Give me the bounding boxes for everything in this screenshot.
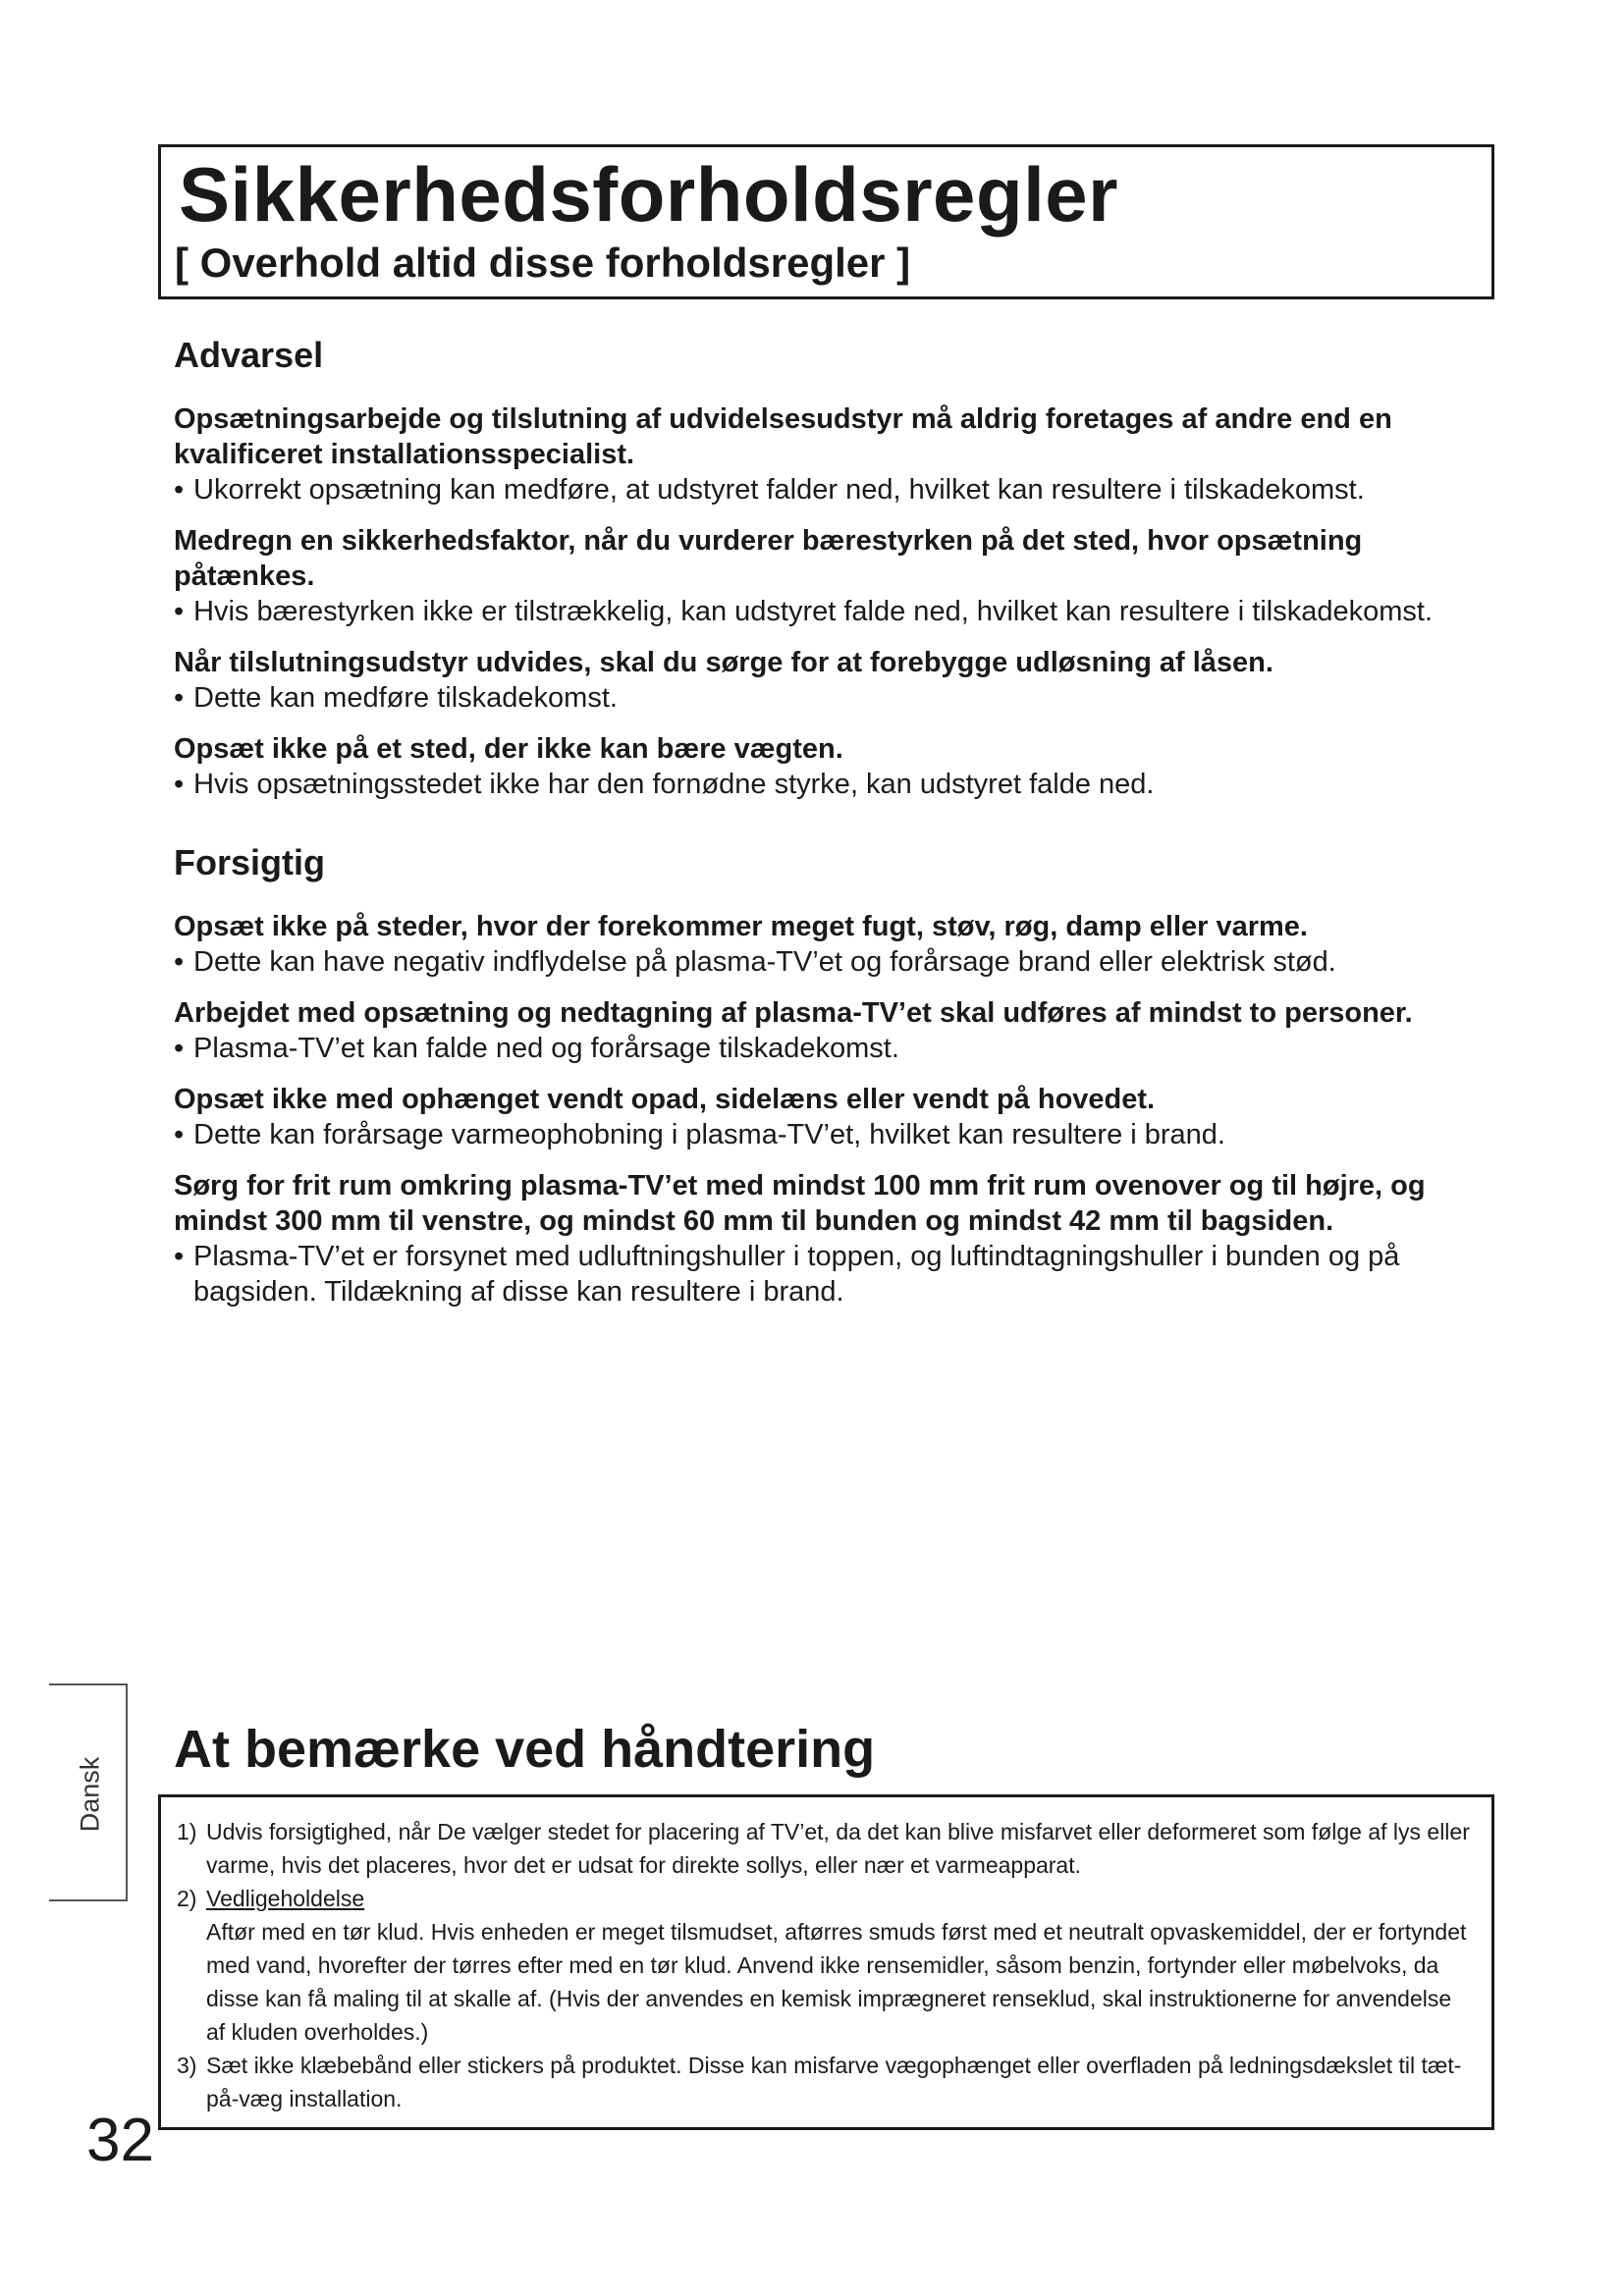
caution-item xyxy=(174,909,1489,980)
warning-item xyxy=(174,731,1489,802)
caution-item-bullet: • Dette kan have negativ indflydelse på plasma-TV’et og forårsage brand eller elektrisk stød. xyxy=(174,946,1336,979)
caution-item-title: Opsæt ikke med ophænget vendt opad, sidelæns eller vendt på hovedet. xyxy=(174,1084,1156,1116)
handling-notes-box xyxy=(158,1794,1494,2130)
note-number: 1) xyxy=(177,1819,197,1844)
warning-item xyxy=(174,645,1489,716)
caution-item-bullet: • Plasma-TV’et er forsynet med udluftningshuller i toppen, og luftindtagningshuller i bunden og på bagsiden. Tildækning af disse kan resultere i brand. xyxy=(174,1241,1400,1308)
warning-item-title: Opsætningsarbejde og tilslutning af udvidelsesudstyr må aldrig foretages af andre end en kvalificeret installationsspecialist. xyxy=(174,403,1392,471)
warning-item-bullet: • Ukorrekt opsætning kan medføre, at udstyret falder ned, hvilket kan resultere i tilskadekomst. xyxy=(174,474,1365,507)
note-text: Udvis forsigtighed, når De vælger stedet for placering af TV’et, da det kan blive misfarvet eller deformeret som følge af lys eller varme, hvis det placeres, hvor det er udsat for direkte sollys, eller nær et varmeapparat. xyxy=(206,1819,1470,1878)
warning-item-title: Når tilslutningsudstyr udvides, skal du sørge for at forebygge udløsning af låsen. xyxy=(174,647,1273,679)
language-tab xyxy=(49,1683,128,1901)
note-text: Aftør med en tør klud. Hvis enheden er meget tilsmudset, aftørres smuds først med et neutralt opvaskemiddel, der er fortyndet med vand, hvorefter der tørres efter med en tør klud. Anvend ikke rensemidler, såsom benzin, fortynder eller møbelvoks, da disse kan få maling til at skalle af. (Hvis der anvendes en kemisk imprægneret renseklud, skal instruktionerne for anvendelse af kluden overholdes.) xyxy=(206,1919,1467,2045)
warning-item xyxy=(174,401,1489,507)
caution-item-title: Opsæt ikke på steder, hvor der forekommer meget fugt, støv, røg, damp eller varme. xyxy=(174,911,1308,943)
warning-item-title: Opsæt ikke på et sted, der ikke kan bære vægten. xyxy=(174,733,843,766)
note-text: Sæt ikke klæbebånd eller stickers på produktet. Disse kan misfarve vægophænget eller overfladen på ledningsdækslet til tæt-på-væg installation. xyxy=(206,2053,1462,2111)
warning-item xyxy=(174,523,1489,629)
caution-item xyxy=(174,1082,1489,1152)
warning-item-bullet: • Hvis bærestyrken ikke er tilstrækkelig, kan udstyret falde ned, hvilket kan resultere i tilskadekomst. xyxy=(174,596,1433,628)
caution-item-bullet: • Plasma-TV’et kan falde ned og forårsage tilskadekomst. xyxy=(174,1033,899,1065)
caution-item-bullet: • Dette kan forårsage varmeophobning i plasma-TV’et, hvilket kan resultere i brand. xyxy=(174,1119,1225,1151)
title-box xyxy=(158,144,1494,299)
caution-item-title: Sørg for frit rum omkring plasma-TV’et med mindst 100 mm frit rum ovenover og til højre, og mindst 300 mm til venstre, og mindst 60 mm til bunden og mindst 42 mm til bagsiden. xyxy=(174,1170,1426,1238)
warning-item-title: Medregn en sikkerhedsfaktor, når du vurderer bærestyrken på det sted, hvor opsætning påtænkes. xyxy=(174,525,1363,593)
language-tab-label: Dansk xyxy=(75,1756,105,1833)
caution-item xyxy=(174,1168,1489,1309)
page-number: 32 xyxy=(86,2107,154,2174)
handling-heading: At bemærke ved håndtering xyxy=(174,1720,876,1779)
page-title: Sikkerhedsforholdsregler xyxy=(179,151,1118,238)
note-number: 3) xyxy=(177,2053,197,2078)
caution-item-title: Arbejdet med opsætning og nedtagning af plasma-TV’et skal udføres af mindst to personer. xyxy=(174,997,1413,1030)
warning-item-bullet: • Hvis opsætningsstedet ikke har den fornødne styrke, kan udstyret falde ned. xyxy=(174,769,1155,801)
page-subtitle: [ Overhold altid disse forholdsregler ] xyxy=(175,240,911,286)
warning-item-bullet: • Dette kan medføre tilskadekomst. xyxy=(174,682,618,715)
safety-content xyxy=(174,334,1489,1325)
handling-note xyxy=(177,1882,1474,2049)
warning-heading: Advarsel xyxy=(174,335,324,375)
caution-item xyxy=(174,995,1489,1066)
note-label: Vedligeholdelse xyxy=(206,1886,365,1911)
caution-heading: Forsigtig xyxy=(174,842,325,883)
handling-note xyxy=(177,1815,1474,1882)
handling-note xyxy=(177,2049,1474,2115)
note-number: 2) xyxy=(177,1886,197,1911)
